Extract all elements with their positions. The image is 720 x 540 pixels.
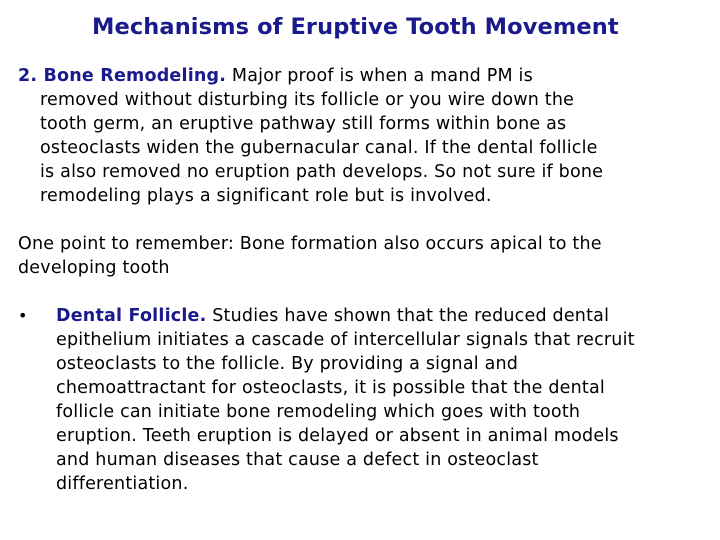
point-to-remember-paragraph	[18, 232, 708, 280]
paragraph-text: Studies have shown that the reduced dental	[206, 306, 610, 326]
bullet-icon: •	[18, 306, 28, 325]
slide-title: Mechanisms of Eruptive Tooth Movement	[92, 14, 619, 40]
paragraph-line: One point to remember: Bone formation also occurs apical to the	[18, 234, 602, 254]
paragraph-line: differentiation.	[56, 474, 189, 494]
paragraph-line: epithelium initiates a cascade of intercellular signals that recruit	[56, 330, 635, 350]
paragraph-line: osteoclasts widen the gubernacular canal. If the dental follicle	[40, 138, 598, 158]
bullet-text	[56, 304, 716, 496]
paragraph-line: eruption. Teeth eruption is delayed or absent in animal models	[56, 426, 619, 446]
paragraph-line: removed without disturbing its follicle or you wire down the	[40, 90, 575, 110]
paragraph-line: is also removed no eruption path develops. So not sure if bone	[40, 162, 604, 182]
paragraph-line: follicle can initiate bone remodeling which goes with tooth	[56, 402, 581, 422]
paragraph-line: osteoclasts to the follicle. By providing a signal and	[56, 354, 519, 374]
paragraph-line: tooth germ, an eruptive pathway still forms within bone as	[40, 114, 567, 134]
paragraph-line: developing tooth	[18, 258, 170, 278]
paragraph-line: and human diseases that cause a defect in osteoclast	[56, 450, 539, 470]
bone-remodeling-heading: 2. Bone Remodeling.	[18, 66, 227, 86]
paragraph-line	[18, 64, 698, 88]
dental-follicle-heading: Dental Follicle.	[56, 306, 207, 326]
bone-remodeling-paragraph	[18, 64, 698, 208]
paragraph-line: chemoattractant for osteoclasts, it is possible that the dental	[56, 378, 605, 398]
paragraph-line: remodeling plays a significant role but is involved.	[40, 186, 492, 206]
paragraph-line	[56, 304, 716, 328]
paragraph-text: Major proof is when a mand PM is	[226, 66, 533, 86]
